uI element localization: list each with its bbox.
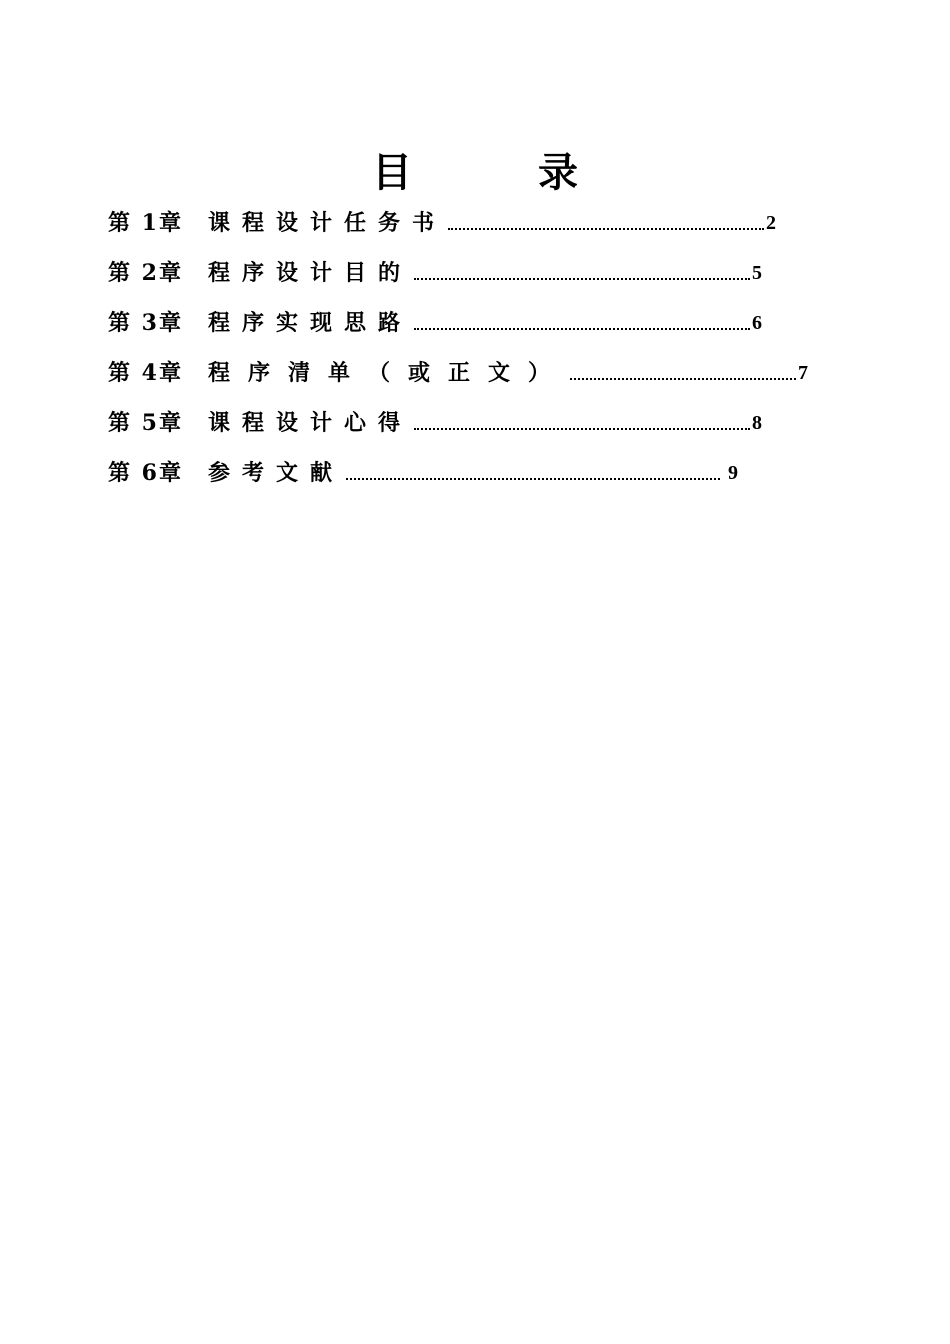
toc-entry-title: 程序设计目的 [208,260,413,286]
toc-entry-6[interactable] [108,455,738,487]
toc-chapter-number: 第 3章 [108,310,183,336]
toc-entry-title: 课程设计心得 [208,410,413,436]
toc-entry-1[interactable] [108,205,776,237]
toc-entry-4[interactable] [108,355,808,387]
toc-page-number: 6 [752,312,762,334]
toc-chapter-number: 第 2章 [108,260,183,286]
toc-leader-dots [414,427,750,430]
toc-entry-title: 程序清单（或正文） [208,360,569,386]
toc-entry-2[interactable] [108,255,762,287]
toc-entry-3[interactable] [108,305,762,337]
toc-page-number: 7 [798,362,808,384]
toc-entry-title: 程序实现思路 [208,310,413,336]
toc-entry-title: 参考文献 [208,460,345,486]
toc-page-number: 9 [728,462,738,484]
toc-leader-dots [570,377,796,380]
toc-chapter-number: 第 1章 [108,210,183,236]
toc-page-number: 2 [766,212,776,234]
toc-page-number: 8 [752,412,762,434]
toc-leader-dots [346,477,720,480]
toc-leader-dots [414,277,750,280]
toc-leader-dots [448,227,764,230]
toc-chapter-number: 第 4章 [108,360,183,386]
toc-title: 目 录 [372,149,634,196]
toc-chapter-number: 第 6章 [108,460,183,486]
toc-entry-title: 课程设计任务书 [208,210,447,236]
toc-entry-5[interactable] [108,405,762,437]
toc-chapter-number: 第 5章 [108,410,183,436]
toc-page-number: 5 [752,262,762,284]
toc-leader-dots [414,327,750,330]
